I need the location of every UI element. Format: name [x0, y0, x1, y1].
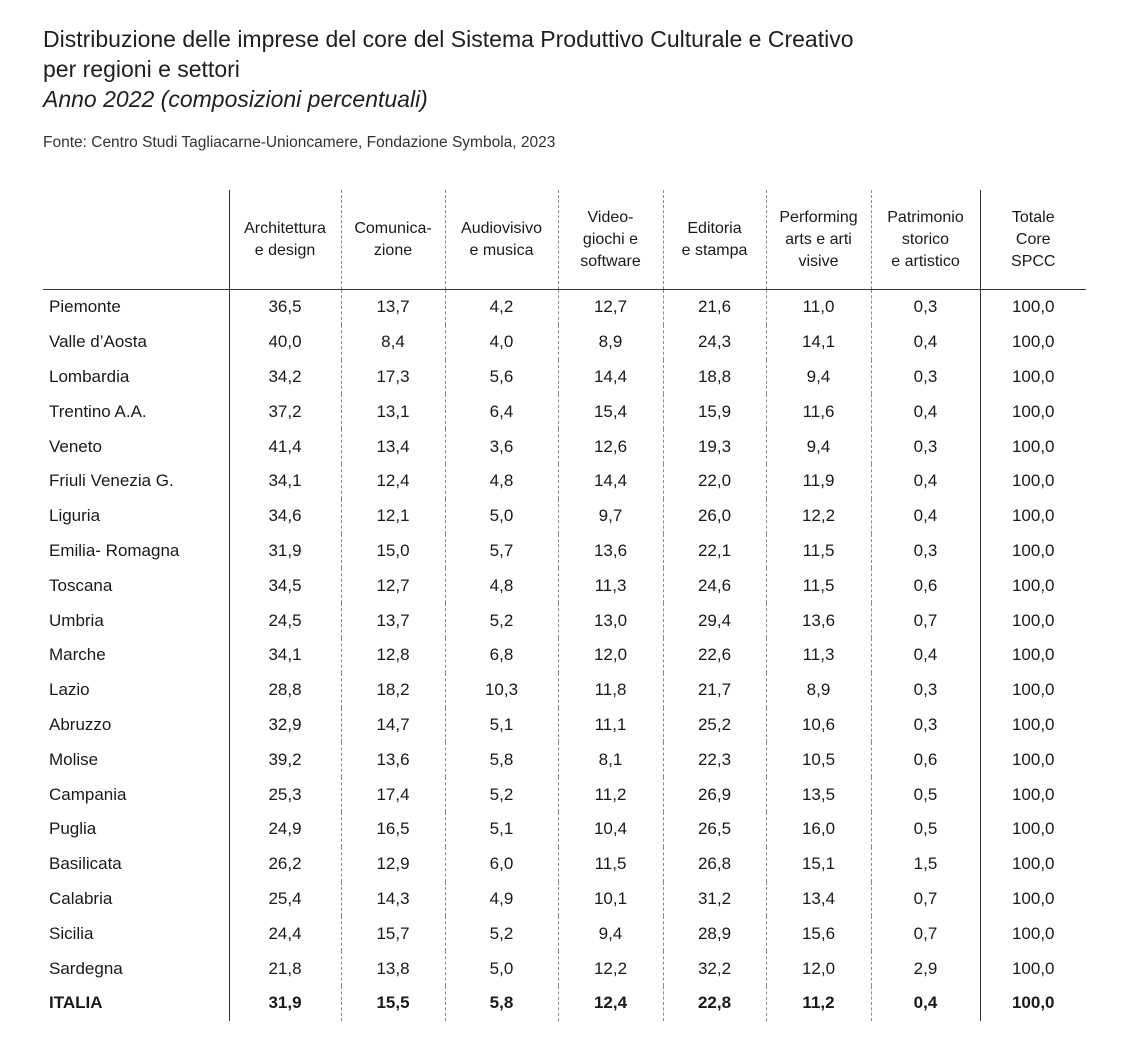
table-cell: 100,0 [980, 812, 1086, 847]
table-cell: 22,3 [663, 742, 766, 777]
table-cell: 12,1 [341, 499, 445, 534]
table-cell: 21,6 [663, 290, 766, 325]
table-cell: 10,5 [766, 742, 871, 777]
table-cell: 5,1 [445, 812, 558, 847]
column-header [341, 190, 445, 290]
table-cell: 4,2 [445, 290, 558, 325]
table-cell: 11,1 [558, 708, 663, 743]
table-cell: 34,2 [229, 360, 341, 395]
table-cell: 100,0 [980, 499, 1086, 534]
table-cell: 5,6 [445, 360, 558, 395]
table-row [43, 534, 1086, 569]
table-cell: 17,3 [341, 360, 445, 395]
table-cell: 31,2 [663, 882, 766, 917]
source-note: Fonte: Centro Studi Tagliacarne-Unioncamere, Fondazione Symbola, 2023 [43, 134, 556, 151]
column-header-label: Architettura e design [244, 219, 326, 259]
table-cell: 9,4 [766, 360, 871, 395]
column-header [766, 190, 871, 290]
table-cell: 5,2 [445, 777, 558, 812]
table-cell: 12,7 [341, 568, 445, 603]
table-cell: 100,0 [980, 464, 1086, 499]
table-cell: 22,6 [663, 638, 766, 673]
region-name: Emilia- Romagna [49, 540, 180, 560]
table-cell: 1,5 [871, 847, 980, 882]
table-cell: 34,6 [229, 499, 341, 534]
table-cell: 14,7 [341, 708, 445, 743]
table-row [43, 951, 1086, 986]
table-cell: 28,8 [229, 673, 341, 708]
table-cell: 100,0 [980, 325, 1086, 360]
table-cell: 0,3 [871, 429, 980, 464]
table-cell: 15,9 [663, 394, 766, 429]
table-cell: 100,0 [980, 986, 1086, 1021]
table-cell: 5,0 [445, 951, 558, 986]
table-cell: 0,3 [871, 534, 980, 569]
table-cell: 14,1 [766, 325, 871, 360]
table-cell: 11,0 [766, 290, 871, 325]
table-cell: 8,9 [558, 325, 663, 360]
table-cell: 22,1 [663, 534, 766, 569]
table-cell: 34,1 [229, 464, 341, 499]
table-cell: 17,4 [341, 777, 445, 812]
table-cell: 21,8 [229, 951, 341, 986]
table-cell: 11,3 [558, 568, 663, 603]
table-cell: 6,4 [445, 394, 558, 429]
table-cell: 8,9 [766, 673, 871, 708]
table-cell: 9,4 [766, 429, 871, 464]
table-cell: 0,7 [871, 916, 980, 951]
table-cell: 12,2 [558, 951, 663, 986]
table-cell: 13,1 [341, 394, 445, 429]
table-cell: 25,4 [229, 882, 341, 917]
table-cell: 15,1 [766, 847, 871, 882]
table-cell: 100,0 [980, 603, 1086, 638]
table-cell: 32,9 [229, 708, 341, 743]
table-cell: 19,3 [663, 429, 766, 464]
table-cell: 13,7 [341, 290, 445, 325]
table-cell: 16,0 [766, 812, 871, 847]
table-cell: 10,4 [558, 812, 663, 847]
table-cell: 0,4 [871, 464, 980, 499]
table-row [43, 812, 1086, 847]
table-cell: 0,7 [871, 603, 980, 638]
table-cell: 10,3 [445, 673, 558, 708]
table-cell: 4,8 [445, 568, 558, 603]
table-row [43, 360, 1086, 395]
table-cell: 14,4 [558, 360, 663, 395]
column-header [229, 190, 341, 290]
table-cell: 6,0 [445, 847, 558, 882]
table-cell: 5,8 [445, 986, 558, 1021]
table-row [43, 464, 1086, 499]
table-cell: 11,9 [766, 464, 871, 499]
table-cell: 24,5 [229, 603, 341, 638]
table-cell: 15,6 [766, 916, 871, 951]
data-table [43, 190, 1086, 1021]
region-name: Molise [49, 749, 99, 769]
column-header-label: Comunica- zione [354, 219, 432, 259]
table-cell: 13,8 [341, 951, 445, 986]
table-row [43, 638, 1086, 673]
table-cell: 11,6 [766, 394, 871, 429]
table-cell: 100,0 [980, 568, 1086, 603]
table-cell: 21,7 [663, 673, 766, 708]
table-cell: 10,1 [558, 882, 663, 917]
column-header-label: Totale Core SPCC [1011, 208, 1056, 270]
table-cell: 12,7 [558, 290, 663, 325]
table-cell: 24,3 [663, 325, 766, 360]
table-cell: 0,4 [871, 986, 980, 1021]
table-cell: 26,0 [663, 499, 766, 534]
table-row [43, 499, 1086, 534]
region-name: Friuli Venezia G. [49, 471, 174, 491]
table-cell: 41,4 [229, 429, 341, 464]
table-cell: 100,0 [980, 429, 1086, 464]
table-cell: 0,4 [871, 325, 980, 360]
table-cell: 9,7 [558, 499, 663, 534]
table-row [43, 847, 1086, 882]
table-cell: 4,8 [445, 464, 558, 499]
column-header [558, 190, 663, 290]
page-title [43, 24, 854, 114]
table-cell: 6,8 [445, 638, 558, 673]
table-cell: 13,6 [766, 603, 871, 638]
column-header-label: Patrimonio storico e artistico [887, 208, 964, 270]
table-row [43, 325, 1086, 360]
table-row [43, 290, 1086, 325]
title-line-2: per regioni e settori [43, 56, 240, 82]
table-cell: 5,0 [445, 499, 558, 534]
column-header [980, 190, 1086, 290]
table-cell: 5,7 [445, 534, 558, 569]
region-name: Sardegna [49, 958, 123, 978]
region-name: Lombardia [49, 366, 130, 386]
table-cell: 100,0 [980, 638, 1086, 673]
table-cell: 15,5 [341, 986, 445, 1021]
table-cell: 100,0 [980, 847, 1086, 882]
column-header-label: Video- giochi e software [580, 208, 641, 270]
table-cell: 13,5 [766, 777, 871, 812]
table-cell: 0,3 [871, 673, 980, 708]
table-cell: 0,3 [871, 290, 980, 325]
table-cell: 34,1 [229, 638, 341, 673]
table-row [43, 882, 1086, 917]
table-cell: 100,0 [980, 777, 1086, 812]
table-cell: 13,7 [341, 603, 445, 638]
table-cell: 100,0 [980, 360, 1086, 395]
table-cell: 14,4 [558, 464, 663, 499]
table-cell: 0,7 [871, 882, 980, 917]
table-cell: 13,6 [341, 742, 445, 777]
table-cell: 39,2 [229, 742, 341, 777]
table-cell: 11,5 [766, 568, 871, 603]
region-name: Puglia [49, 819, 97, 839]
table-cell: 9,4 [558, 916, 663, 951]
table-cell: 31,9 [229, 986, 341, 1021]
table-cell: 26,9 [663, 777, 766, 812]
table-row [43, 742, 1086, 777]
table-cell: 11,8 [558, 673, 663, 708]
table-cell: 12,8 [341, 638, 445, 673]
table-cell: 25,2 [663, 708, 766, 743]
column-header [871, 190, 980, 290]
column-header-label: Audiovisivo e musica [461, 219, 542, 259]
table-cell: 100,0 [980, 673, 1086, 708]
table-cell: 22,8 [663, 986, 766, 1021]
table-cell: 3,6 [445, 429, 558, 464]
table-cell: 5,1 [445, 708, 558, 743]
table-cell: 100,0 [980, 290, 1086, 325]
table-cell: 15,4 [558, 394, 663, 429]
title-line-3: Anno 2022 (composizioni percentuali) [43, 86, 428, 112]
table-cell: 12,4 [341, 464, 445, 499]
total-row [43, 986, 1086, 1021]
table-header-row [43, 190, 1086, 290]
table-cell: 4,9 [445, 882, 558, 917]
table-row [43, 708, 1086, 743]
table-cell: 12,4 [558, 986, 663, 1021]
table-cell: 13,4 [766, 882, 871, 917]
table-cell: 16,5 [341, 812, 445, 847]
column-header-label: Performing arts e arti visive [779, 208, 858, 270]
table-cell: 2,9 [871, 951, 980, 986]
header-region [43, 190, 229, 290]
table-cell: 100,0 [980, 742, 1086, 777]
table-cell: 24,6 [663, 568, 766, 603]
region-name: Abruzzo [49, 714, 112, 734]
region-name: Liguria [49, 506, 101, 526]
table-cell: 100,0 [980, 916, 1086, 951]
table-row [43, 568, 1086, 603]
table-cell: 12,6 [558, 429, 663, 464]
table-cell: 0,5 [871, 812, 980, 847]
table-cell: 0,3 [871, 360, 980, 395]
table-cell: 0,6 [871, 742, 980, 777]
table-cell: 8,1 [558, 742, 663, 777]
table-cell: 40,0 [229, 325, 341, 360]
table-cell: 0,5 [871, 777, 980, 812]
table-body [43, 290, 1086, 1021]
table-cell: 25,3 [229, 777, 341, 812]
table-cell: 24,9 [229, 812, 341, 847]
table-cell: 15,0 [341, 534, 445, 569]
region-name: Marche [49, 645, 106, 665]
table-cell: 100,0 [980, 708, 1086, 743]
table-cell: 11,5 [558, 847, 663, 882]
column-header [663, 190, 766, 290]
table-cell: 5,2 [445, 603, 558, 638]
table-cell: 18,2 [341, 673, 445, 708]
region-name: Campania [49, 784, 127, 804]
region-name: ITALIA [49, 993, 103, 1013]
table-cell: 100,0 [980, 534, 1086, 569]
table-cell: 37,2 [229, 394, 341, 429]
table-cell: 12,9 [341, 847, 445, 882]
region-name: Trentino A.A. [49, 401, 147, 421]
column-header-label: Editoria e stampa [681, 219, 748, 259]
table-cell: 12,2 [766, 499, 871, 534]
table-cell: 24,4 [229, 916, 341, 951]
table-row [43, 916, 1086, 951]
region-name: Lazio [49, 680, 90, 700]
table-cell: 26,2 [229, 847, 341, 882]
table-row [43, 429, 1086, 464]
table-cell: 8,4 [341, 325, 445, 360]
title-line-1: Distribuzione delle imprese del core del Sistema Produttivo Culturale e Creativo [43, 26, 854, 52]
table-cell: 11,3 [766, 638, 871, 673]
region-name: Veneto [49, 436, 102, 456]
table-cell: 13,0 [558, 603, 663, 638]
table-cell: 4,0 [445, 325, 558, 360]
table-cell: 22,0 [663, 464, 766, 499]
table-row [43, 394, 1086, 429]
table-cell: 100,0 [980, 394, 1086, 429]
region-name: Calabria [49, 888, 113, 908]
table-cell: 0,4 [871, 638, 980, 673]
table-cell: 12,0 [766, 951, 871, 986]
table-cell: 11,2 [766, 986, 871, 1021]
region-name: Piemonte [49, 297, 121, 317]
region-name: Valle d’Aosta [49, 332, 147, 352]
table-cell: 11,5 [766, 534, 871, 569]
table-cell: 5,8 [445, 742, 558, 777]
table-cell: 10,6 [766, 708, 871, 743]
table-cell: 34,5 [229, 568, 341, 603]
table-row [43, 673, 1086, 708]
table-cell: 29,4 [663, 603, 766, 638]
table-cell: 36,5 [229, 290, 341, 325]
table-cell: 32,2 [663, 951, 766, 986]
table-cell: 0,4 [871, 499, 980, 534]
column-header [445, 190, 558, 290]
region-name: Sicilia [49, 923, 94, 943]
table-cell: 26,5 [663, 812, 766, 847]
region-name: Umbria [49, 610, 104, 630]
table-cell: 0,3 [871, 708, 980, 743]
table-cell: 13,6 [558, 534, 663, 569]
table-cell: 0,4 [871, 394, 980, 429]
table-cell: 12,0 [558, 638, 663, 673]
table-cell: 15,7 [341, 916, 445, 951]
table-cell: 11,2 [558, 777, 663, 812]
table-cell: 100,0 [980, 951, 1086, 986]
table-cell: 31,9 [229, 534, 341, 569]
table-cell: 28,9 [663, 916, 766, 951]
table-cell: 26,8 [663, 847, 766, 882]
table-cell: 13,4 [341, 429, 445, 464]
table-cell: 100,0 [980, 882, 1086, 917]
table-cell: 0,6 [871, 568, 980, 603]
region-name: Basilicata [49, 854, 122, 874]
table-cell: 5,2 [445, 916, 558, 951]
table-cell: 18,8 [663, 360, 766, 395]
table-row [43, 777, 1086, 812]
region-name: Toscana [49, 575, 113, 595]
table-row [43, 603, 1086, 638]
table-cell: 14,3 [341, 882, 445, 917]
